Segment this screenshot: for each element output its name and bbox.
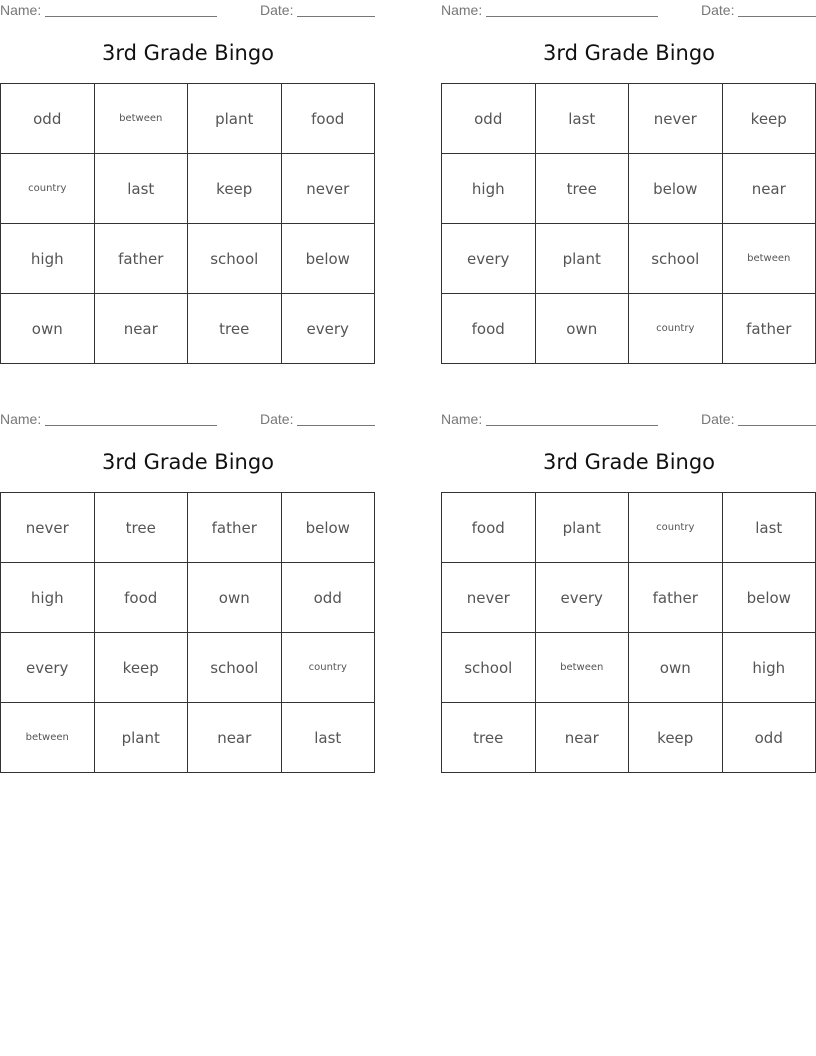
bingo-cell: last [281, 703, 375, 773]
grid-row [442, 154, 816, 224]
card-header [0, 2, 376, 20]
date-label: Date: [260, 2, 294, 18]
bingo-cell: plant [535, 493, 629, 563]
bingo-grid [441, 83, 816, 364]
grid-row [1, 154, 375, 224]
bingo-card [0, 0, 376, 380]
bingo-cell: keep [722, 84, 816, 154]
grid-row [442, 633, 816, 703]
bingo-cell: food [94, 563, 188, 633]
bingo-cell: father [722, 294, 816, 364]
bingo-cell: plant [188, 84, 282, 154]
bingo-cell: below [281, 224, 375, 294]
bingo-cell: odd [281, 563, 375, 633]
bingo-cell: every [281, 294, 375, 364]
name-label: Name: [0, 411, 42, 427]
bingo-cell: below [722, 563, 816, 633]
card-header [441, 411, 816, 429]
grid-row [442, 703, 816, 773]
bingo-cell: never [442, 563, 536, 633]
card-title: 3rd Grade Bingo [101, 450, 275, 474]
date-blank [297, 425, 375, 426]
bingo-cell: last [722, 493, 816, 563]
date-blank [297, 16, 375, 17]
bingo-grid [0, 83, 375, 364]
grid-row [1, 633, 375, 703]
grid-row [1, 563, 375, 633]
bingo-cell: keep [188, 154, 282, 224]
name-label: Name: [441, 411, 483, 427]
card-header [441, 2, 816, 20]
name-blank [45, 16, 217, 17]
name-blank [45, 425, 217, 426]
bingo-cell: between [94, 84, 188, 154]
grid-row [1, 84, 375, 154]
bingo-cell: below [281, 493, 375, 563]
bingo-cell: tree [94, 493, 188, 563]
bingo-cell: country [1, 154, 95, 224]
bingo-cell: every [535, 563, 629, 633]
date-label: Date: [260, 411, 294, 427]
grid-row [442, 563, 816, 633]
bingo-cell: keep [629, 703, 723, 773]
bingo-cell: own [629, 633, 723, 703]
bingo-cell: school [629, 224, 723, 294]
bingo-cell: father [629, 563, 723, 633]
grid-row [1, 703, 375, 773]
grid-row [1, 493, 375, 563]
bingo-cell: food [442, 294, 536, 364]
card-title: 3rd Grade Bingo [101, 41, 275, 65]
bingo-card [0, 409, 376, 789]
bingo-cell: tree [188, 294, 282, 364]
date-label: Date: [701, 411, 735, 427]
name-label: Name: [441, 2, 483, 18]
date-blank [738, 425, 816, 426]
bingo-cell: school [188, 633, 282, 703]
bingo-cell: odd [1, 84, 95, 154]
bingo-cell: high [722, 633, 816, 703]
bingo-cell: high [1, 563, 95, 633]
bingo-cell: own [535, 294, 629, 364]
bingo-cell: below [629, 154, 723, 224]
bingo-cell: high [1, 224, 95, 294]
bingo-cell: food [281, 84, 375, 154]
card-title: 3rd Grade Bingo [542, 41, 716, 65]
bingo-cell: never [281, 154, 375, 224]
grid-row [442, 493, 816, 563]
bingo-cell: plant [94, 703, 188, 773]
bingo-cell: tree [442, 703, 536, 773]
card-header [0, 411, 376, 429]
bingo-cell: country [629, 294, 723, 364]
bingo-cell: food [442, 493, 536, 563]
bingo-cell: tree [535, 154, 629, 224]
bingo-cell: near [535, 703, 629, 773]
bingo-cell: own [1, 294, 95, 364]
bingo-cell: own [188, 563, 282, 633]
name-label: Name: [0, 2, 42, 18]
bingo-cell: odd [722, 703, 816, 773]
bingo-cell: between [1, 703, 95, 773]
grid-row [1, 294, 375, 364]
bingo-cell: near [722, 154, 816, 224]
date-blank [738, 16, 816, 17]
bingo-cell: country [281, 633, 375, 703]
bingo-cell: never [1, 493, 95, 563]
bingo-cell: high [442, 154, 536, 224]
grid-row [442, 84, 816, 154]
bingo-cell: between [722, 224, 816, 294]
grid-row [442, 224, 816, 294]
date-label: Date: [701, 2, 735, 18]
bingo-cell: last [535, 84, 629, 154]
bingo-cell: last [94, 154, 188, 224]
bingo-cell: near [188, 703, 282, 773]
grid-row [1, 224, 375, 294]
bingo-cell: never [629, 84, 723, 154]
bingo-cell: every [442, 224, 536, 294]
name-blank [486, 425, 658, 426]
bingo-cell: father [94, 224, 188, 294]
bingo-cell: near [94, 294, 188, 364]
name-blank [486, 16, 658, 17]
bingo-cell: school [442, 633, 536, 703]
bingo-cell: school [188, 224, 282, 294]
bingo-card [441, 0, 816, 380]
bingo-cell: country [629, 493, 723, 563]
grid-row [442, 294, 816, 364]
bingo-grid [441, 492, 816, 773]
bingo-cell: father [188, 493, 282, 563]
bingo-grid [0, 492, 375, 773]
bingo-cell: keep [94, 633, 188, 703]
bingo-card [441, 409, 816, 789]
bingo-cell: plant [535, 224, 629, 294]
bingo-cell: every [1, 633, 95, 703]
bingo-cell: between [535, 633, 629, 703]
card-title: 3rd Grade Bingo [542, 450, 716, 474]
bingo-cell: odd [442, 84, 536, 154]
